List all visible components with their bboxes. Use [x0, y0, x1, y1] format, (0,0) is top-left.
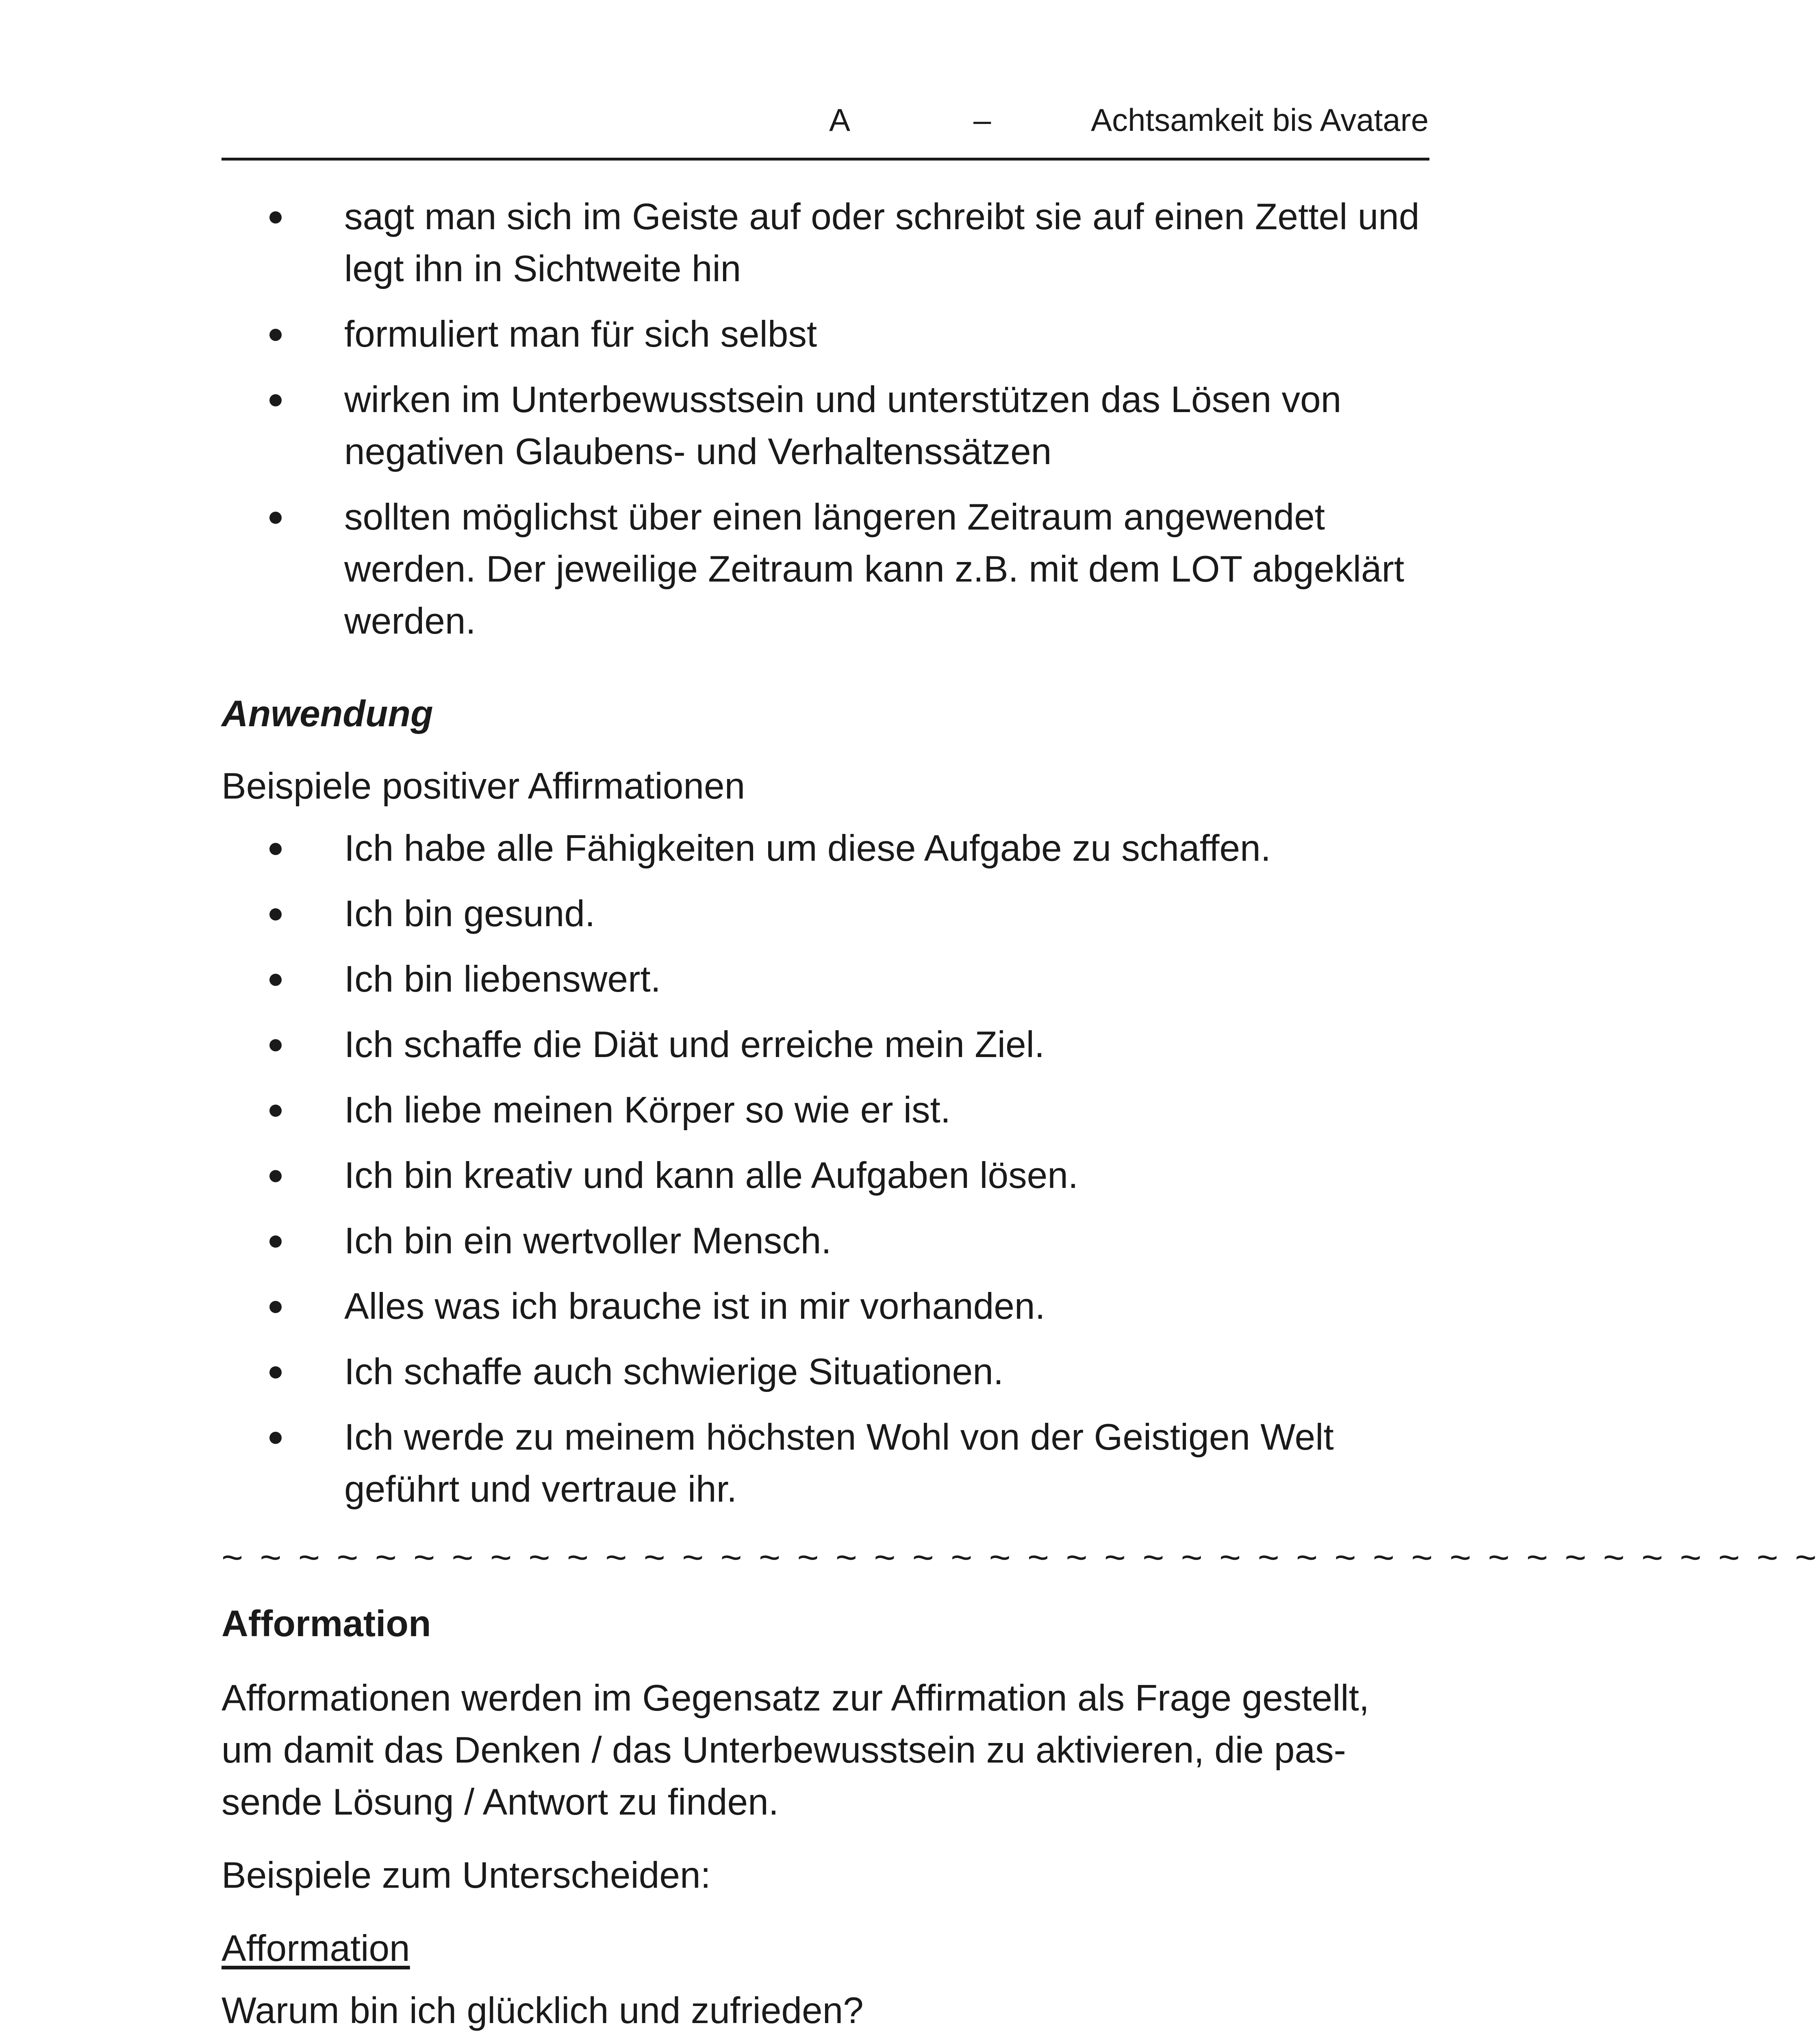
affirmation-examples-list — [222, 823, 1431, 1515]
bullet-icon — [269, 908, 282, 920]
list-item-text: Ich bin kreativ und kann alle Aufgaben lösen. — [344, 1155, 1079, 1196]
list-item — [222, 308, 1431, 360]
anwendung-intro: Beispiele positiver Affirmationen — [222, 766, 745, 807]
list-item-text: Ich bin ein wertvoller Mensch. — [344, 1220, 832, 1261]
list-item-text: formuliert man für sich selbst — [344, 314, 817, 355]
list-item-text: wirken im Unterbewusstsein und unterstützen das Lösen von negativen Glaubens- und Verhaltenssätzen — [344, 379, 1342, 472]
bullet-icon — [269, 1235, 282, 1248]
list-item — [222, 823, 1431, 875]
list-item — [222, 888, 1431, 940]
list-item-text: Ich schaffe die Diät und erreiche mein Ziel. — [344, 1024, 1045, 1065]
list-item — [222, 1019, 1431, 1071]
list-item-text: Ich bin liebenswert. — [344, 959, 661, 1000]
afformation-subheading: Afformation — [222, 1928, 410, 1969]
header-dash: – — [973, 102, 991, 138]
page-content — [222, 191, 1820, 2032]
bullet-icon — [269, 1170, 282, 1182]
list-item-text: Ich werde zu meinem höchsten Wohl von der Geistigen Welt geführt und vertraue ihr. — [344, 1417, 1334, 1510]
running-header — [222, 93, 1429, 138]
header-letter: A — [829, 102, 851, 138]
bullet-icon — [269, 1366, 282, 1379]
header-rule — [222, 158, 1429, 161]
list-item — [222, 374, 1431, 478]
list-item-text: Ich schaffe auch schwierige Situationen. — [344, 1351, 1004, 1392]
list-item — [222, 1215, 1431, 1267]
list-item — [222, 491, 1431, 647]
list-item — [222, 191, 1431, 295]
afformation-body: Afformationen werden im Gegensatz zur Affirmation als Frage gestellt, um damit das Denken / das Unterbewusstsein zu aktivieren, die pas-sende Lösung / Antwort zu finden. — [222, 1678, 1370, 1823]
list-item — [222, 1346, 1431, 1398]
bullet-icon — [269, 1039, 282, 1051]
intro-bullet-list — [222, 191, 1431, 647]
header-title: Achtsamkeit bis Avatare — [1091, 102, 1429, 138]
list-item-text: Ich bin gesund. — [344, 893, 595, 934]
list-item-text: Ich habe alle Fähigkeiten um diese Aufgabe zu schaffen. — [344, 828, 1271, 869]
tilde-separator: ~ ~ ~ ~ ~ ~ ~ ~ ~ ~ ~ ~ ~ ~ ~ ~ ~ ~ ~ ~ ~ ~ ~ ~ ~ ~ ~ ~ ~ ~ ~ ~ ~ ~ ~ ~ ~ ~ ~ ~ ~ ~ — [222, 1537, 1820, 1578]
bullet-icon — [269, 211, 282, 224]
bullet-icon — [269, 974, 282, 986]
list-item-text: Alles was ich brauche ist in mir vorhanden. — [344, 1286, 1045, 1327]
bullet-icon — [269, 329, 282, 341]
list-item — [222, 1150, 1431, 1202]
list-item-text: Ich liebe meinen Körper so wie er ist. — [344, 1090, 951, 1131]
bullet-icon — [269, 1105, 282, 1117]
list-item — [222, 1281, 1431, 1333]
list-item — [222, 1411, 1431, 1515]
afformation-examples-intro: Beispiele zum Unterscheiden: — [222, 1855, 711, 1896]
list-item — [222, 953, 1431, 1005]
list-item — [222, 1084, 1431, 1136]
bullet-icon — [269, 843, 282, 855]
afformation-question: Warum bin ich glücklich und zufrieden? — [222, 1990, 864, 2031]
anwendung-heading: Anwendung — [222, 693, 433, 734]
afformation-heading: Afformation — [222, 1603, 431, 1644]
bullet-icon — [269, 1432, 282, 1444]
bullet-icon — [269, 1301, 282, 1313]
bullet-icon — [269, 394, 282, 406]
list-item-text: sagt man sich im Geiste auf oder schreibt sie auf einen Zettel und legt ihn in Sichtweite hin — [344, 196, 1420, 289]
list-item-text: sollten möglichst über einen längeren Zeitraum angewendet werden. Der jeweilige Zeitraum kann z.B. mit dem LOT abgeklärt werden. — [344, 497, 1405, 642]
bullet-icon — [269, 512, 282, 524]
